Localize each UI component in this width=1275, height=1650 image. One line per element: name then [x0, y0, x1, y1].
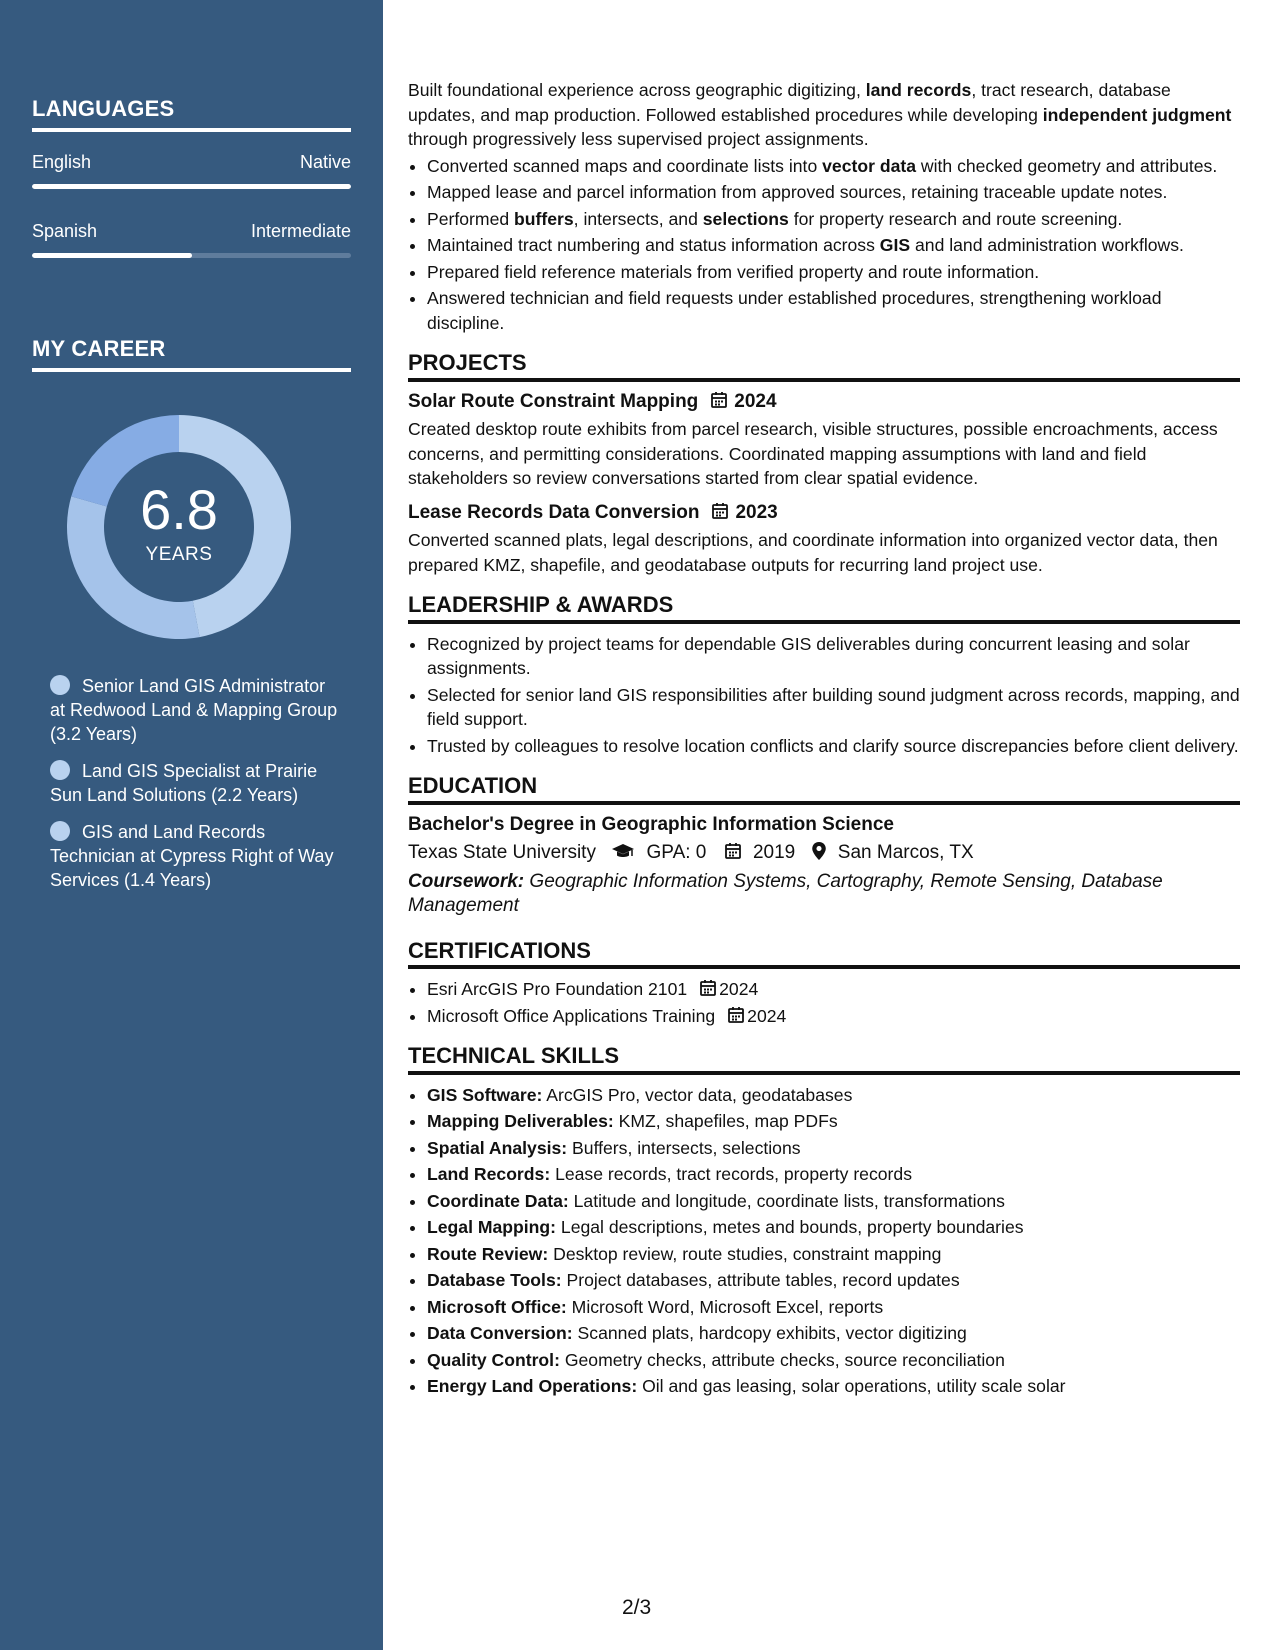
language-level: Intermediate [250, 221, 351, 241]
language-row-spanish [32, 221, 351, 242]
language-bar-fill [32, 184, 351, 189]
calendar-icon [727, 1006, 745, 1024]
map-pin-icon [811, 842, 827, 860]
list-item: • Esri ArcGIS Pro Foundation 2101 2024 [427, 977, 1240, 1002]
school-name: Texas State University [408, 842, 596, 863]
career-item-text: Land GIS Specialist at Prairie Sun Land Solutions (2.2 Years) [50, 761, 318, 805]
sidebar [0, 0, 383, 1650]
language-name: English [32, 152, 92, 172]
list-item: • Energy Land Operations: Oil and gas leasing, solar operations, utility scale solar [427, 1374, 1240, 1399]
calendar-icon [710, 391, 728, 409]
list-item: • Converted scanned maps and coordinate lists into vector data with checked geometry and attributes. [427, 154, 1240, 179]
career-item [50, 674, 340, 746]
list-item: • Data Conversion: Scanned plats, hardcopy exhibits, vector digitizing [427, 1321, 1240, 1346]
career-item-text: Senior Land GIS Administrator at Redwood Land & Mapping Group (3.2 Years) [50, 676, 338, 744]
list-item: • Mapped lease and parcel information from approved sources, retaining traceable update notes. [427, 180, 1240, 205]
list-item: • Spatial Analysis: Buffers, intersects, selections [427, 1136, 1240, 1161]
list-item: • Legal Mapping: Legal descriptions, metes and bounds, property boundaries [427, 1215, 1240, 1240]
school-location: San Marcos, TX [837, 842, 974, 863]
list-item: • Microsoft Office Applications Training 2024 [427, 1004, 1240, 1029]
career-list [50, 674, 340, 905]
certifications-heading: CERTIFICATIONS [408, 939, 1240, 970]
list-item: • Mapping Deliverables: KMZ, shapefiles, map PDFs [427, 1109, 1240, 1134]
language-row-english [32, 152, 351, 173]
calendar-icon [699, 979, 717, 997]
list-item: • Land Records: Lease records, tract records, property records [427, 1162, 1240, 1187]
list-item: • Recognized by project teams for dependable GIS deliverables during concurrent leasing and solar assignments. [427, 632, 1240, 681]
list-item: • Quality Control: Geometry checks, attribute checks, source reconciliation [427, 1348, 1240, 1373]
career-dot-icon [50, 675, 70, 695]
experience-intro: Built foundational experience across geographic digitizing, land records, tract research, database updates, and map production. Followed established procedures while developing independent judgment through progressively less supervised project assignments. [408, 80, 1232, 149]
career-heading: MY CAREER [32, 336, 351, 372]
education-heading: EDUCATION [408, 774, 1240, 805]
list-item: • Answered technician and field requests under established procedures, strengthening workload discipline. [427, 286, 1240, 335]
project-title: Solar Route Constraint Mapping 2024 [408, 390, 777, 412]
list-item: • Route Review: Desktop review, route studies, constraint mapping [427, 1242, 1240, 1267]
list-item: • Maintained tract numbering and status information across GIS and land administration workflows. [427, 233, 1240, 258]
career-item-text: GIS and Land Records Technician at Cypress Right of Way Services (1.4 Years) [50, 822, 334, 890]
leadership-list [408, 632, 1240, 759]
language-bar-fill [32, 253, 192, 258]
experience-bullets [408, 154, 1240, 336]
list-item: • Performed buffers, intersects, and selections for property research and route screening. [427, 207, 1240, 232]
graduation-year: 2019 [752, 842, 796, 863]
list-item: • Selected for senior land GIS responsibilities after building sound judgment across records, mapping, and field support. [427, 683, 1240, 732]
list-item: • Microsoft Office: Microsoft Word, Microsoft Excel, reports [427, 1295, 1240, 1320]
skills-heading: TECHNICAL SKILLS [408, 1044, 1240, 1075]
project-description: Created desktop route exhibits from parcel research, visible structures, possible encroachments, access concerns, and permitting considerations. Coordinated mapping assumptions with land and field stakeholders so review conversations started from clear spatial evidence. [408, 419, 1218, 488]
calendar-icon [724, 842, 742, 860]
coursework: Coursework: Geographic Information Systems, Cartography, Remote Sensing, Database Management [408, 870, 1163, 916]
career-donut-center [64, 412, 294, 642]
languages-heading: LANGUAGES [32, 96, 351, 132]
project-description: Converted scanned plats, legal descriptions, and coordinate information into organized vector data, then prepared KMZ, shapefile, and geodatabase outputs for recurring land project use. [408, 530, 1218, 575]
career-unit: YEARS [145, 544, 213, 565]
gpa: GPA: 0 [646, 842, 707, 863]
career-total-years: 6.8 [140, 478, 218, 541]
graduation-cap-icon [611, 842, 635, 860]
page-number: 2/3 [622, 1596, 652, 1619]
language-bar-english [32, 184, 351, 189]
education-details [408, 841, 1240, 866]
list-item: • Coordinate Data: Latitude and longitude, coordinate lists, transformations [427, 1189, 1240, 1214]
career-dot-icon [50, 821, 70, 841]
career-item [50, 820, 340, 892]
main-content [408, 78, 1240, 1401]
language-bar-spanish [32, 253, 351, 258]
language-name: Spanish [32, 221, 98, 241]
projects-heading: PROJECTS [408, 351, 1240, 382]
language-level: Native [299, 152, 351, 172]
list-item: • Prepared field reference materials from verified property and route information. [427, 260, 1240, 285]
list-item: • Trusted by colleagues to resolve location conflicts and clarify source discrepancies before client delivery. [427, 734, 1240, 759]
skills-list [408, 1083, 1240, 1399]
leadership-heading: LEADERSHIP & AWARDS [408, 593, 1240, 624]
certifications-list [408, 977, 1240, 1028]
list-item: • Database Tools: Project databases, attribute tables, record updates [427, 1268, 1240, 1293]
career-item [50, 759, 340, 807]
calendar-icon [711, 502, 729, 520]
list-item: • GIS Software: ArcGIS Pro, vector data, geodatabases [427, 1083, 1240, 1108]
career-dot-icon [50, 760, 70, 780]
degree-title: Bachelor's Degree in Geographic Information Science [408, 813, 894, 835]
project-title: Lease Records Data Conversion 2023 [408, 501, 778, 523]
